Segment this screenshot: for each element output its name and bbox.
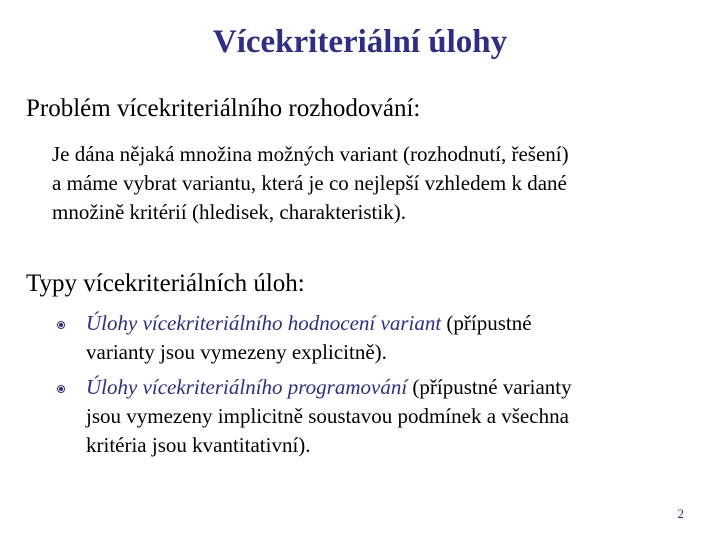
problem-definition-paragraph — [52, 140, 712, 227]
bullet-emphasis: Úlohy vícekriteriálního hodnocení variant — [86, 311, 442, 335]
page-number: 2 — [677, 506, 684, 521]
section-heading-problem: Problém vícekriteriálního rozhodování: — [26, 95, 421, 122]
list-item-programming — [0, 373, 720, 460]
bullet-dot-icon — [57, 321, 65, 329]
slide-title: Vícekriteriální úlohy — [212, 24, 508, 60]
bullet-emphasis: Úlohy vícekriteriálního programování — [86, 375, 408, 399]
list-item-evaluation — [0, 309, 720, 367]
bullet-dot-icon — [57, 385, 65, 393]
paragraph-line: množině kritérií (hledisek, charakteristik). — [52, 200, 406, 224]
section-heading-types: Typy vícekriteriálních úloh: — [26, 270, 305, 297]
bullet-continuation-line: varianty jsou vymezeny explicitně). — [86, 340, 387, 364]
bullet-text: (přípustné — [441, 311, 532, 335]
bullet-continuation-line: kritéria jsou kvantitativní). — [86, 433, 311, 457]
task-types-list — [0, 309, 720, 460]
bullet-first-line — [86, 373, 720, 402]
bullet-text: (přípustné varianty — [407, 375, 572, 399]
paragraph-line: Je dána nějaká množina možných variant (rozhodnutí, řešení) — [52, 142, 569, 166]
paragraph-line: a máme vybrat variantu, která je co nejlepší vzhledem k dané — [52, 171, 567, 195]
bullet-first-line — [86, 309, 720, 338]
bullet-continuation-line: jsou vymezeny implicitně soustavou podmínek a všechna — [86, 404, 569, 428]
